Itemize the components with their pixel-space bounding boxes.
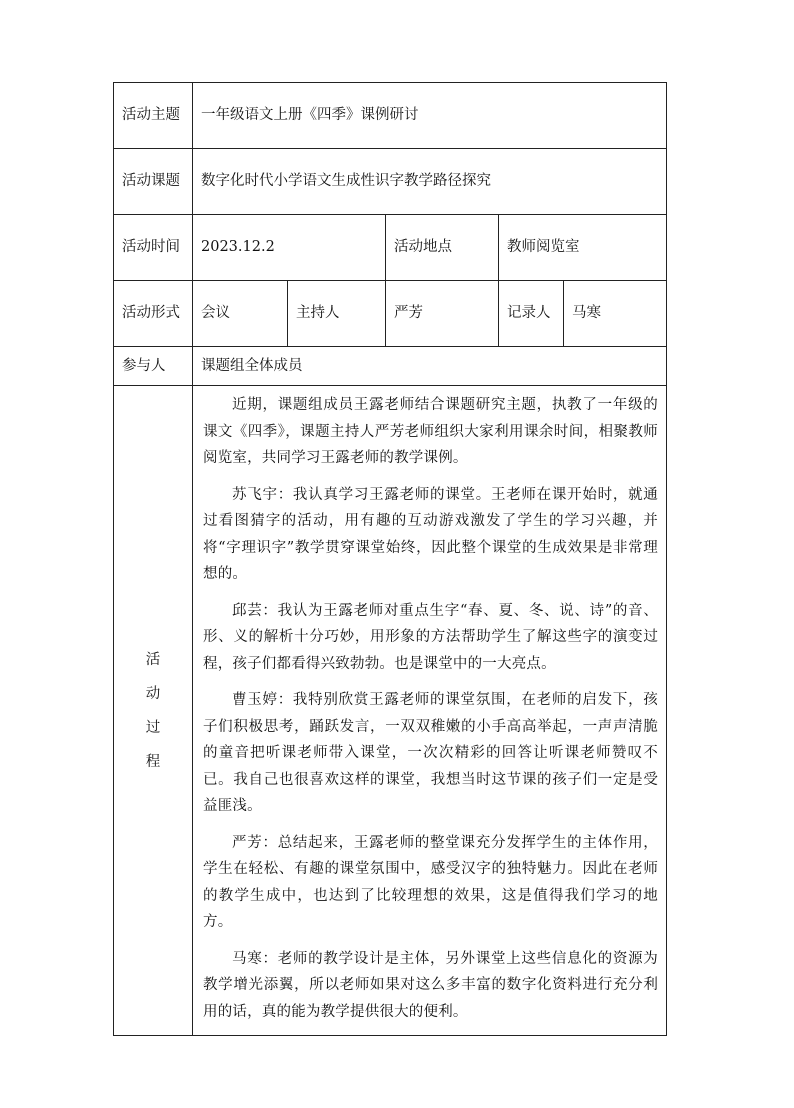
process-paragraph: 马寒：老师的教学设计是主体，另外课堂上这些信息化的资源为教学增光添翼，所以老师如果对这么多丰富的数字化资料进行充分利用的话，真的能为教学提供很大的便利。 — [203, 950, 659, 1020]
row-time — [114, 215, 667, 281]
process-content — [193, 386, 667, 1036]
subject-label: 活动课题 — [114, 149, 193, 215]
row-participants — [114, 347, 667, 386]
place-value: 教师阅览室 — [499, 215, 667, 281]
time-label: 活动时间 — [114, 215, 193, 281]
topic-label: 活动主题 — [114, 83, 193, 149]
participants-label: 参与人 — [114, 347, 193, 386]
process-paragraph: 邱芸：我认为王露老师对重点生字“春、夏、冬、说、诗”的音、形、义的解析十分巧妙，用形象的方法帮助学生了解这些字的演变过程，孩子们都看得兴致勃勃。也是课堂中的一大亮点。 — [203, 602, 659, 672]
process-label-char: 活 — [145, 651, 161, 668]
row-subject — [114, 149, 667, 215]
host-value: 严芳 — [386, 281, 499, 347]
process-label-char: 程 — [145, 753, 161, 770]
process-label — [114, 386, 193, 1036]
recorder-label: 记录人 — [499, 281, 564, 347]
topic-value: 一年级语文上册《四季》课例研讨 — [193, 83, 667, 149]
subject-value: 数字化时代小学语文生成性识字教学路径探究 — [193, 149, 667, 215]
process-paragraph: 苏飞宇：我认真学习王露老师的课堂。王老师在课开始时，就通过看图猜字的活动，用有趣的互动游戏激发了学生的学习兴趣，并将“字理识字”教学贯穿课堂始终，因此整个课堂的生成效果是非常理想的。 — [203, 486, 659, 582]
process-paragraph: 严芳：总结起来，王露老师的整堂课充分发挥学生的主体作用，学生在轻松、有趣的课堂氛围中，感受汉字的独特魅力。因此在老师的教学生成中，也达到了比较理想的效果，这是值得我们学习的地方。 — [203, 834, 659, 930]
activity-record-table — [113, 82, 667, 1036]
form-label: 活动形式 — [114, 281, 193, 347]
form-value: 会议 — [193, 281, 288, 347]
place-label: 活动地点 — [386, 215, 499, 281]
host-label: 主持人 — [288, 281, 386, 347]
participants-value: 课题组全体成员 — [193, 347, 667, 386]
recorder-value: 马寒 — [564, 281, 667, 347]
time-value: 2023.12.2 — [193, 215, 386, 281]
process-paragraph: 近期，课题组成员王露老师结合课题研究主题，执教了一年级的课文《四季》，课题主持人严芳老师组织大家利用课余时间，相聚教师阅览室，共同学习王露老师的教学课例。 — [203, 397, 659, 466]
row-topic — [114, 83, 667, 149]
process-paragraph: 曹玉婷：我特别欣赏王露老师的课堂氛围，在老师的启发下，孩子们积极思考，踊跃发言，一双双稚嫩的小手高高举起，一声声清脆的童音把听课老师带入课堂，一次次精彩的回答让听课老师赞叹不已。我自己也很喜欢这样的课堂，我想当时这节课的孩子们一定是受益匪浅。 — [203, 692, 659, 814]
process-label-char: 动 — [145, 685, 161, 702]
row-process — [114, 386, 667, 1036]
row-form — [114, 281, 667, 347]
process-label-char: 过 — [145, 719, 161, 736]
